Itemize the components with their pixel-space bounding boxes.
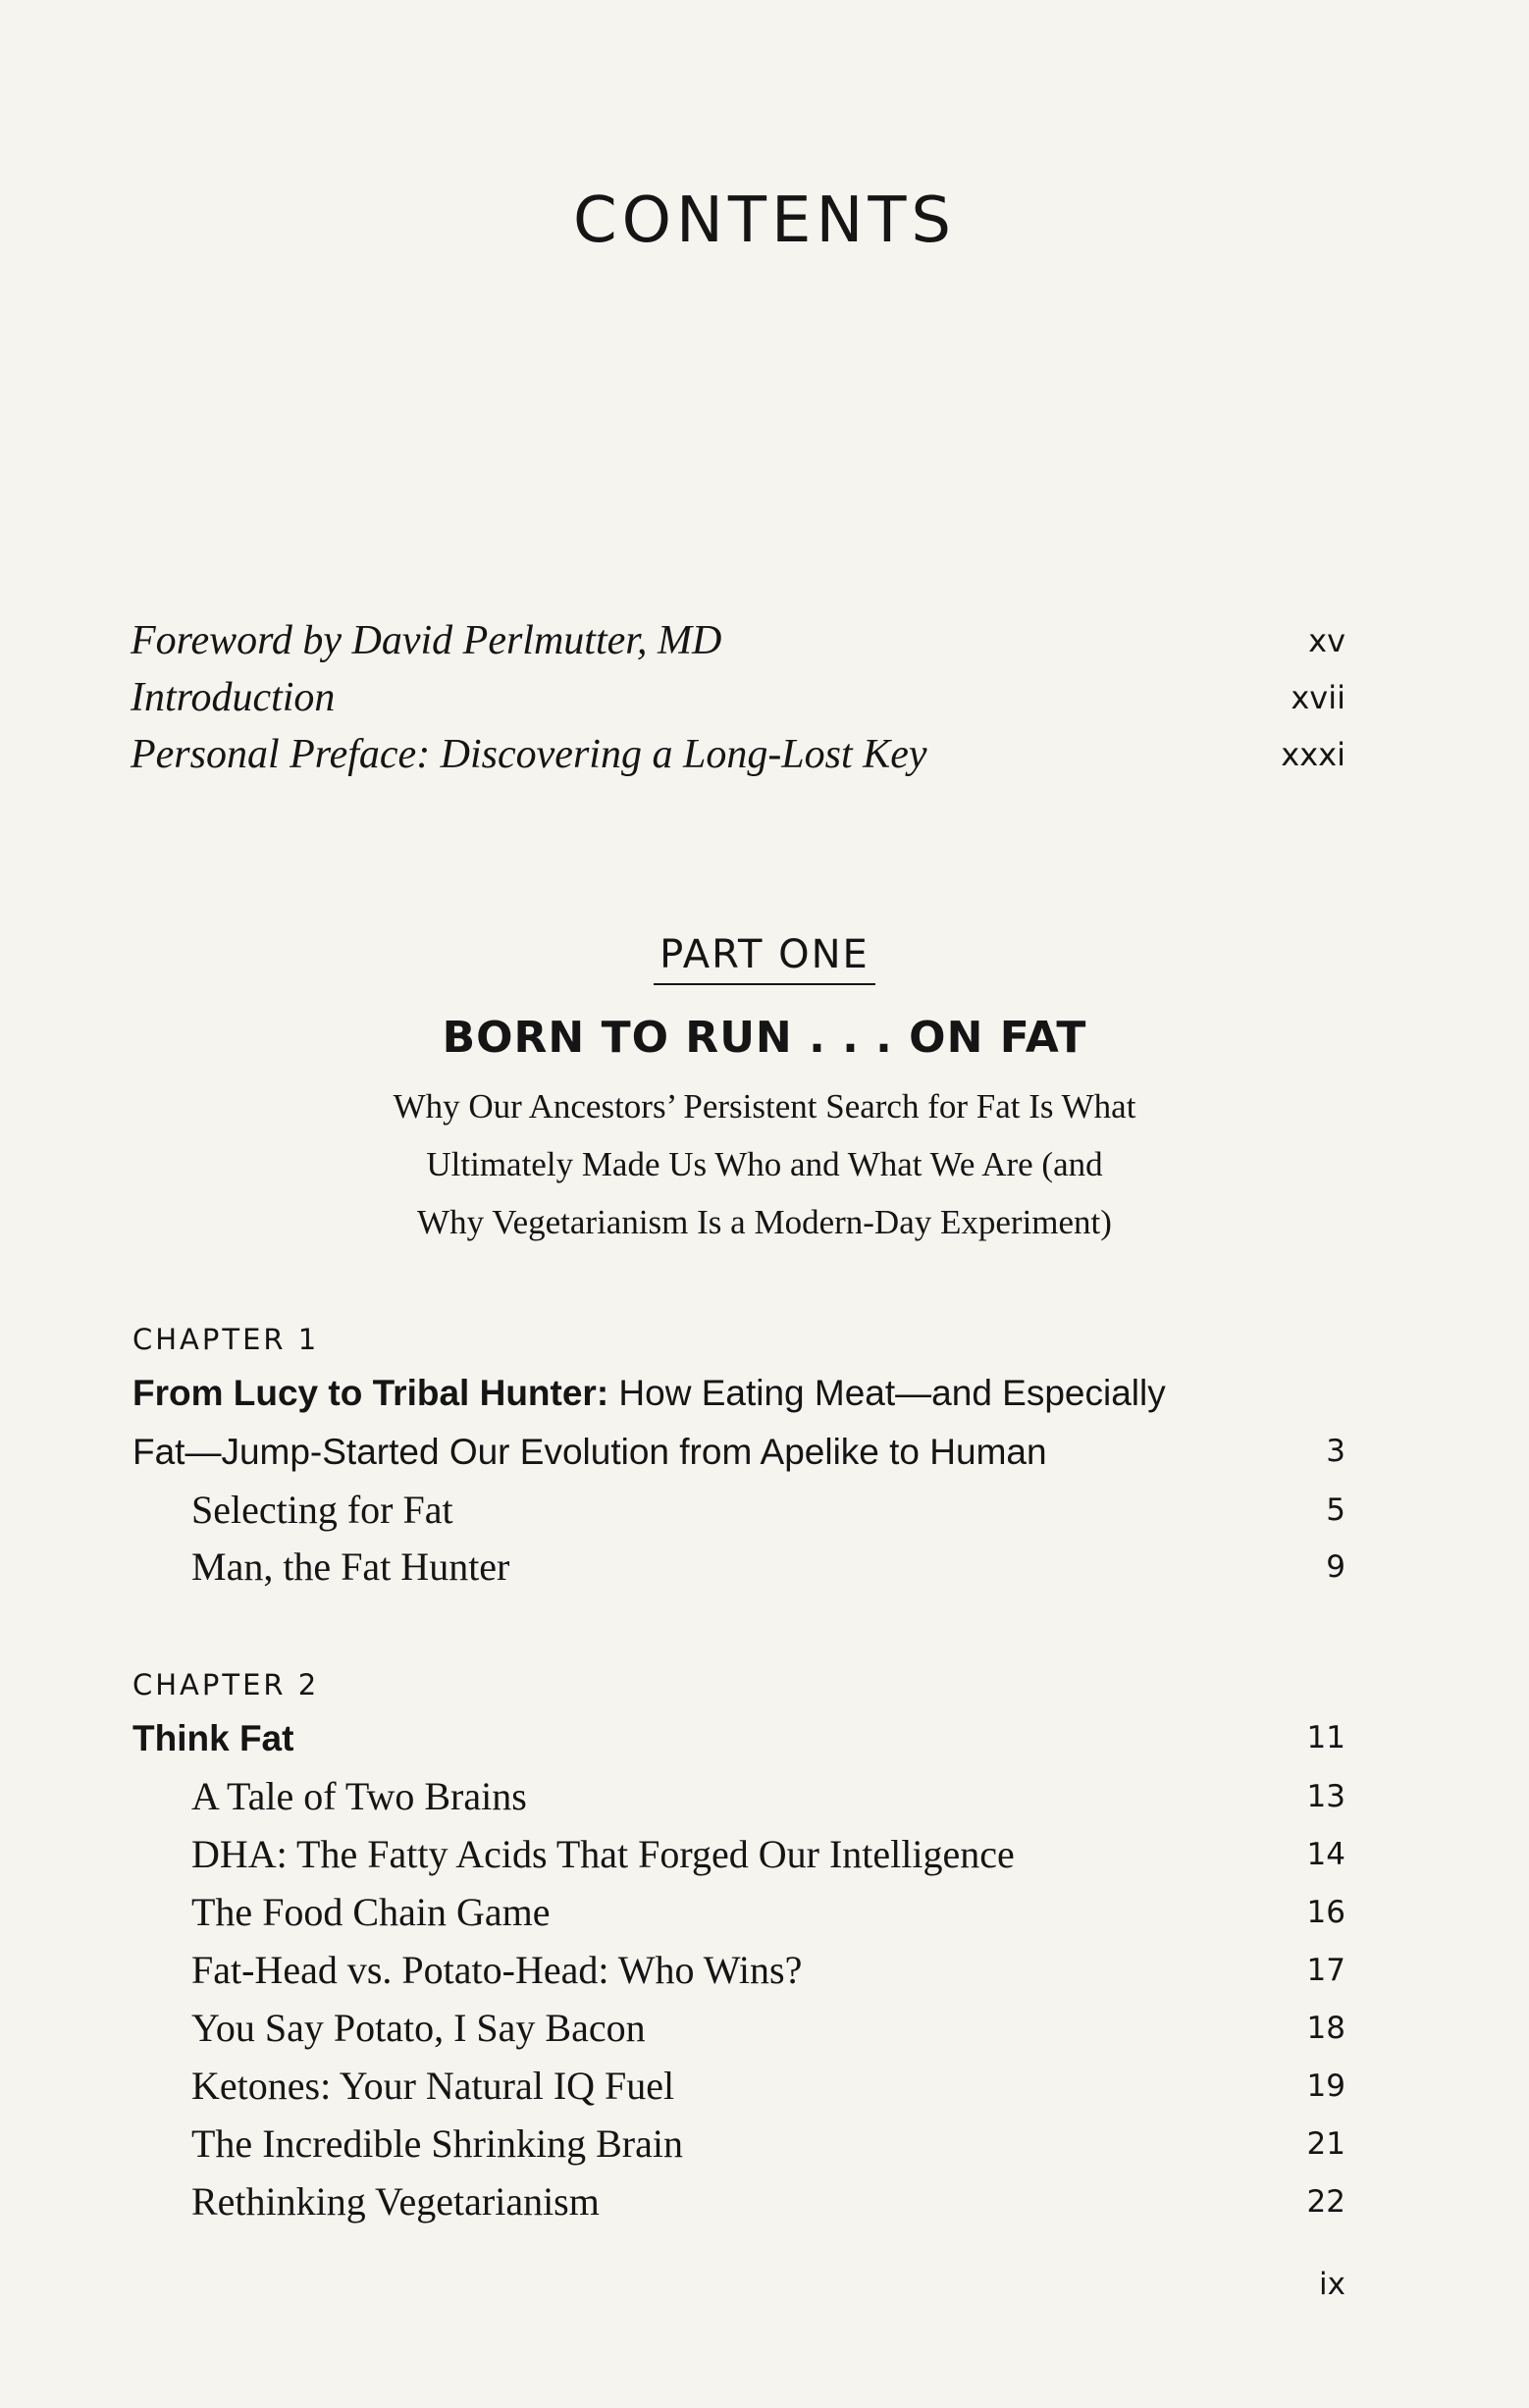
section-row (191, 2173, 1345, 2230)
chapter-title-rest: How Eating Meat—and Especially (608, 1373, 1166, 1413)
chapter-title (132, 1364, 1345, 1482)
chapter-title-lead: From Lucy to Tribal Hunter: (132, 1373, 609, 1413)
chapter-title-line (132, 1364, 1345, 1423)
section-row (191, 2058, 1345, 2115)
section-page: 19 (1306, 2068, 1345, 2104)
section-label: Man, the Fat Hunter (191, 1544, 510, 1589)
section-row (191, 1539, 1345, 1596)
part-subtitle (0, 1077, 1529, 1251)
front-matter-preface (131, 726, 1345, 783)
front-matter-label: Foreword by David Perlmutter, MD (131, 618, 722, 663)
chapter-label: CHAPTER 1 (132, 1323, 320, 1356)
chapter-title-line (132, 1709, 1345, 1768)
page-number: ix (1319, 2267, 1345, 2302)
section-page: 18 (1306, 2011, 1345, 2046)
section-label: DHA: The Fatty Acids That Forged Our Intelligence (191, 1832, 1015, 1876)
section-page: 17 (1306, 1953, 1345, 1988)
chapter-label: CHAPTER 2 (132, 1668, 320, 1701)
chapter-page: 11 (1306, 1720, 1345, 1755)
section-row (191, 1768, 1345, 1825)
section-row (191, 1826, 1345, 1883)
front-matter-foreword (131, 612, 1345, 669)
section-label: Fat-Head vs. Potato-Head: Who Wins? (191, 1948, 803, 1992)
section-page: 21 (1306, 2126, 1345, 2162)
front-matter-page: xv (1308, 622, 1345, 659)
section-page: 16 (1306, 1895, 1345, 1930)
part-subtitle-line: Ultimately Made Us Who and What We Are (and (426, 1145, 1103, 1183)
section-label: Rethinking Vegetarianism (191, 2179, 600, 2224)
page-title: CONTENTS (572, 184, 957, 257)
section-label: A Tale of Two Brains (191, 1774, 527, 1818)
section-label: The Incredible Shrinking Brain (191, 2121, 683, 2166)
section-row (191, 1884, 1345, 1941)
section-page: 5 (1326, 1492, 1345, 1528)
front-matter-label: Introduction (131, 675, 336, 720)
part-title: BORN TO RUN . . . ON FAT (442, 1013, 1087, 1063)
section-row (191, 2116, 1345, 2172)
front-matter-label: Personal Preface: Discovering a Long-Lost Key (131, 732, 927, 777)
section-row (191, 1482, 1345, 1539)
section-page: 22 (1306, 2184, 1345, 2220)
front-matter-page: xxxi (1281, 736, 1345, 773)
front-matter-introduction (131, 669, 1345, 726)
part-label-text: PART ONE (654, 932, 875, 985)
chapter-title-lead: Think Fat (132, 1718, 294, 1758)
section-label: The Food Chain Game (191, 1890, 551, 1934)
section-label: Ketones: Your Natural IQ Fuel (191, 2064, 675, 2108)
section-page: 9 (1326, 1549, 1345, 1585)
section-row (191, 2000, 1345, 2057)
part-label (0, 932, 1529, 977)
section-label: Selecting for Fat (191, 1488, 453, 1532)
chapter-title-rest: Fat—Jump-Started Our Evolution from Apelike to Human (132, 1432, 1047, 1472)
chapter-title-line (132, 1423, 1345, 1482)
chapter-title (132, 1709, 1345, 1768)
part-subtitle-line: Why Vegetarianism Is a Modern-Day Experiment) (417, 1203, 1112, 1241)
chapter-page: 3 (1326, 1434, 1345, 1469)
part-subtitle-line: Why Our Ancestors’ Persistent Search for Fat Is What (393, 1087, 1136, 1125)
section-label: You Say Potato, I Say Bacon (191, 2006, 646, 2050)
section-page: 14 (1306, 1837, 1345, 1872)
front-matter-page: xvii (1291, 679, 1345, 716)
section-row (191, 1942, 1345, 1999)
section-page: 13 (1306, 1779, 1345, 1814)
